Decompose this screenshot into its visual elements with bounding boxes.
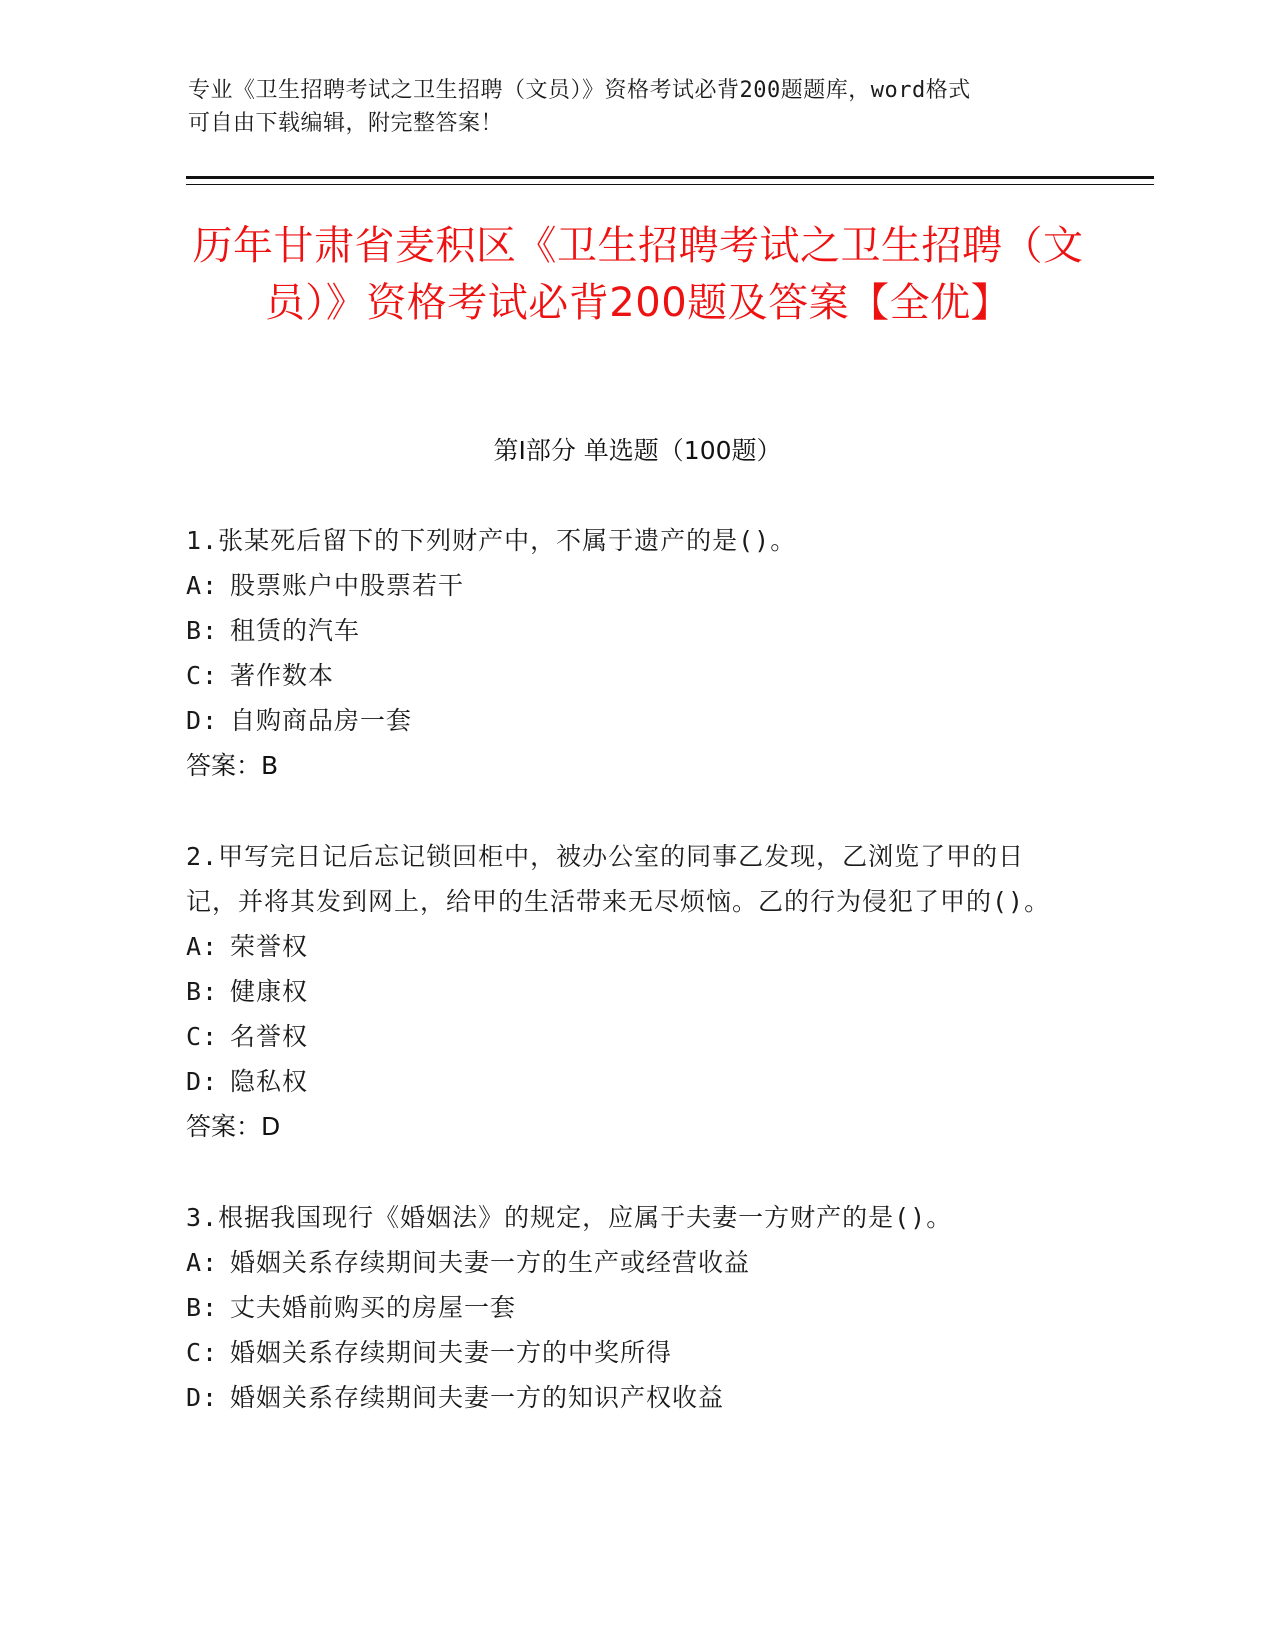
intro-line-2: 可自由下载编辑，附完整答案！ bbox=[188, 111, 504, 136]
option-a bbox=[186, 563, 1066, 608]
option-b bbox=[186, 608, 1066, 653]
question-stem: 1.张某死后留下的下列财产中，不属于遗产的是()。 bbox=[186, 526, 797, 555]
option-c bbox=[186, 653, 1066, 698]
option-c bbox=[186, 1330, 1066, 1375]
option-key: D: bbox=[186, 1067, 219, 1096]
option-text: 健康权 bbox=[230, 977, 309, 1006]
option-key: D: bbox=[186, 706, 219, 735]
intro-line-1: 专业《卫生招聘考试之卫生招聘（文员）》资格考试必背200题题库，word格式 bbox=[188, 78, 971, 103]
section-title: 第Ⅰ部分 单选题（100题） bbox=[493, 436, 782, 465]
header-divider-thin bbox=[186, 184, 1154, 185]
option-d bbox=[186, 698, 1066, 743]
question-list bbox=[186, 518, 1066, 1466]
option-b bbox=[186, 969, 1066, 1014]
option-d bbox=[186, 1375, 1066, 1420]
option-text: 租赁的汽车 bbox=[230, 616, 361, 645]
option-text: 婚姻关系存续期间夫妻一方的中奖所得 bbox=[230, 1338, 673, 1367]
option-key: C: bbox=[186, 661, 219, 690]
option-key: A: bbox=[186, 571, 219, 600]
option-d bbox=[186, 1059, 1066, 1104]
option-key: B: bbox=[186, 1293, 219, 1322]
option-text: 著作数本 bbox=[230, 661, 335, 690]
option-text: 股票账户中股票若干 bbox=[230, 571, 465, 600]
option-text: 隐私权 bbox=[230, 1067, 309, 1096]
option-text: 自购商品房一套 bbox=[230, 706, 413, 735]
question-stem: 2.甲写完日记后忘记锁回柜中，被办公室的同事乙发现，乙浏览了甲的日记，并将其发到网上，给甲的生活带来无尽烦恼。乙的行为侵犯了甲的()。 bbox=[186, 842, 1051, 916]
intro-text bbox=[188, 74, 1088, 140]
option-text: 婚姻关系存续期间夫妻一方的知识产权收益 bbox=[230, 1383, 725, 1412]
option-key: A: bbox=[186, 1248, 219, 1277]
option-key: B: bbox=[186, 616, 219, 645]
option-key: D: bbox=[186, 1383, 219, 1412]
option-text: 名誉权 bbox=[230, 1022, 309, 1051]
question-3 bbox=[186, 1195, 1066, 1420]
option-a bbox=[186, 1240, 1066, 1285]
question-stem: 3.根据我国现行《婚姻法》的规定，应属于夫妻一方财产的是()。 bbox=[186, 1203, 953, 1232]
option-key: C: bbox=[186, 1022, 219, 1051]
option-key: C: bbox=[186, 1338, 219, 1367]
option-key: B: bbox=[186, 977, 219, 1006]
option-key: A: bbox=[186, 932, 219, 961]
option-a bbox=[186, 924, 1066, 969]
document-title: 历年甘肃省麦积区《卫生招聘考试之卫生招聘（文员）》资格考试必背200题及答案【全优】 bbox=[192, 223, 1084, 326]
answer-line: 答案：B bbox=[186, 751, 279, 780]
option-c bbox=[186, 1014, 1066, 1059]
question-1 bbox=[186, 518, 1066, 788]
header-divider-thick bbox=[186, 176, 1154, 179]
question-2 bbox=[186, 834, 1066, 1149]
option-b bbox=[186, 1285, 1066, 1330]
answer-line: 答案：D bbox=[186, 1112, 281, 1141]
option-text: 婚姻关系存续期间夫妻一方的生产或经营收益 bbox=[230, 1248, 751, 1277]
option-text: 丈夫婚前购买的房屋一套 bbox=[230, 1293, 517, 1322]
option-text: 荣誉权 bbox=[230, 932, 309, 961]
